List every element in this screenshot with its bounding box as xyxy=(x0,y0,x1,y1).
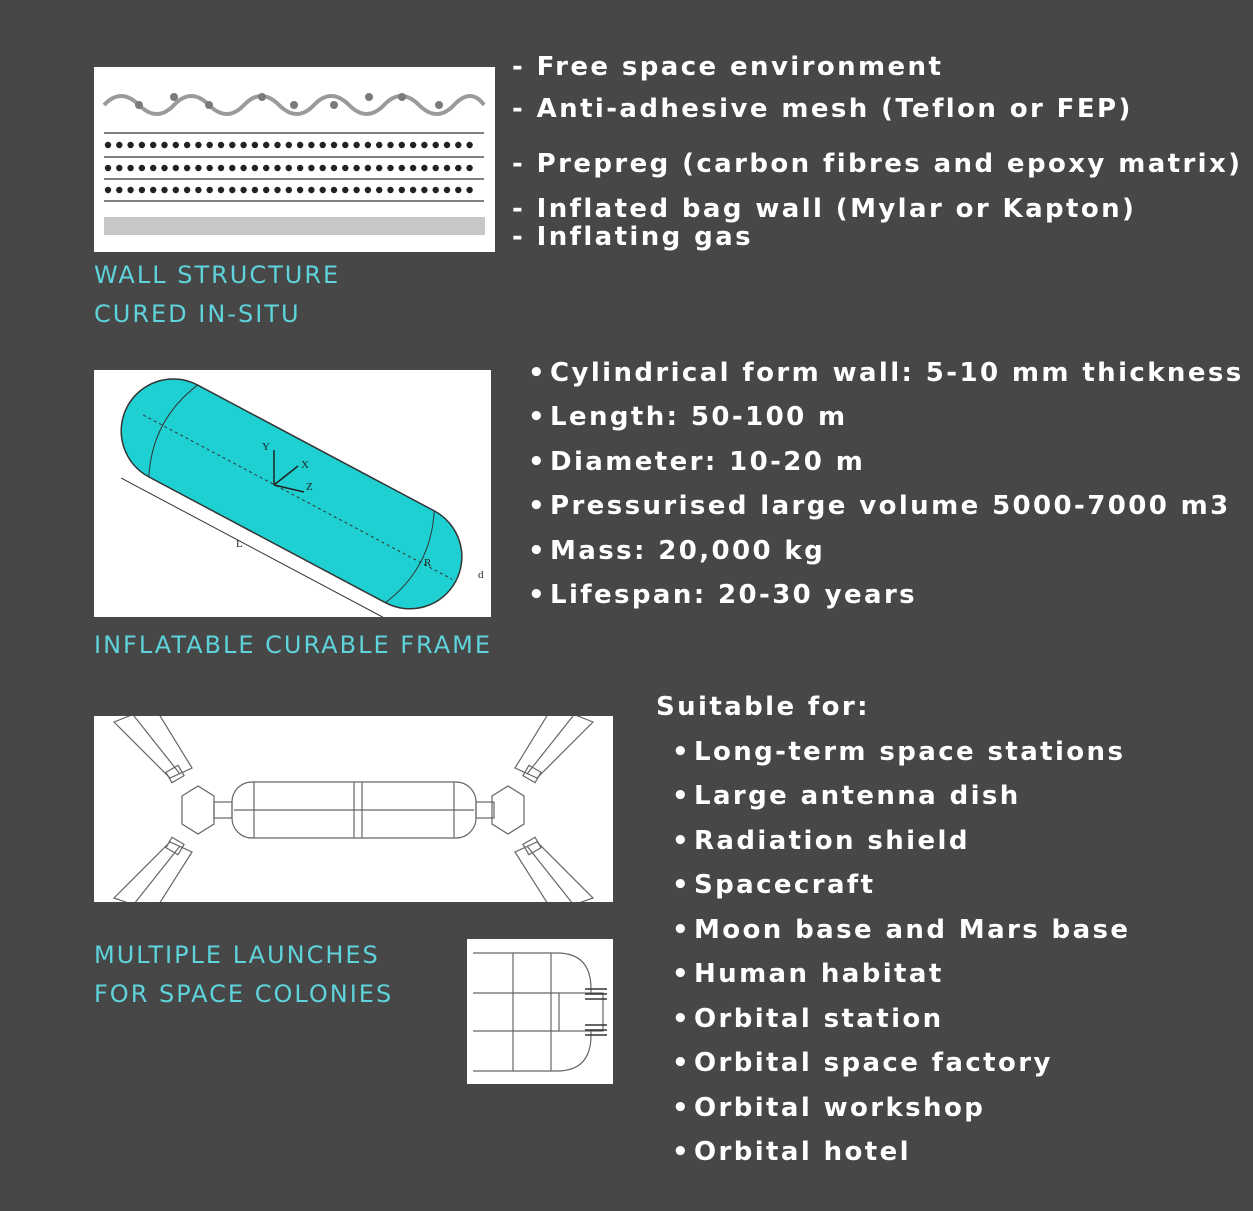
fibre-dot xyxy=(161,165,167,171)
use-item: • Moon base and Mars base xyxy=(672,915,1131,945)
layer-item: - Inflated bag wall (Mylar or Kapton) xyxy=(512,194,1137,224)
spec-item: • Pressurised large volume 5000-7000 m3 xyxy=(528,491,1231,521)
fibre-dot xyxy=(240,142,246,148)
use-item: • Large antenna dish xyxy=(672,781,1021,811)
fibre-dot xyxy=(274,187,280,193)
use-item: • Orbital station xyxy=(672,1004,944,1034)
fibre-dot xyxy=(229,187,235,193)
fibre-dot xyxy=(139,142,145,148)
fibre-dot xyxy=(365,165,371,171)
use-item: • Orbital space factory xyxy=(672,1048,1053,1078)
fibre-dot xyxy=(127,165,133,171)
space-colony-layout-diagram xyxy=(94,716,613,902)
radius-label: R xyxy=(424,557,432,569)
fibre-dot xyxy=(387,142,393,148)
wall-structure-caption: WALL STRUCTURE xyxy=(94,261,341,289)
fibre-dot xyxy=(376,187,382,193)
fibre-dot xyxy=(184,142,190,148)
fibre-dot xyxy=(252,187,258,193)
fibre-dot xyxy=(207,165,213,171)
fibre-dot xyxy=(444,142,450,148)
fibre-dot xyxy=(353,142,359,148)
use-item: • Human habitat xyxy=(672,959,944,989)
fibre-dot xyxy=(444,187,450,193)
fibre-dot xyxy=(195,142,201,148)
fibre-dot xyxy=(195,165,201,171)
use-item: • Radiation shield xyxy=(672,826,970,856)
inflatable-frame-caption: INFLATABLE CURABLE FRAME xyxy=(94,631,493,659)
fibre-dot xyxy=(240,187,246,193)
fibre-dot xyxy=(353,187,359,193)
fibre-dot xyxy=(150,165,156,171)
fibre-dot xyxy=(184,187,190,193)
use-item: • Long-term space stations xyxy=(672,737,1126,767)
fibre-dot xyxy=(399,165,405,171)
spec-item: • Cylindrical form wall: 5-10 mm thickness xyxy=(528,358,1244,388)
fibre-dot xyxy=(320,165,326,171)
fibre-dot xyxy=(286,142,292,148)
thickness-label: d xyxy=(478,569,484,581)
fibre-dot xyxy=(229,165,235,171)
fibre-dot xyxy=(365,187,371,193)
fibre-dot xyxy=(252,165,258,171)
use-item: • Orbital workshop xyxy=(672,1093,986,1123)
fibre-dot xyxy=(365,142,371,148)
fibre-dot xyxy=(161,142,167,148)
fibre-dot xyxy=(127,142,133,148)
fibre-dot xyxy=(161,187,167,193)
fibre-dot xyxy=(421,165,427,171)
fibre-dot xyxy=(274,165,280,171)
fibre-dot xyxy=(376,165,382,171)
fibre-dot xyxy=(308,165,314,171)
fibre-dot xyxy=(173,142,179,148)
fibre-dot xyxy=(387,165,393,171)
fibre-dot xyxy=(433,187,439,193)
fibre-dot xyxy=(376,142,382,148)
fibre-dot xyxy=(342,187,348,193)
fibre-dot xyxy=(410,187,416,193)
spec-item: • Diameter: 10-20 m xyxy=(528,447,866,477)
fibre-dot xyxy=(263,187,269,193)
fibre-dot xyxy=(444,165,450,171)
z-axis-label: Z xyxy=(306,481,313,493)
fibre-dot xyxy=(455,165,461,171)
fibre-dot xyxy=(286,165,292,171)
fibre-dot xyxy=(218,142,224,148)
fibre-dot xyxy=(263,142,269,148)
fibre-dot xyxy=(286,187,292,193)
fibre-dot xyxy=(297,187,303,193)
fibre-dot xyxy=(116,165,122,171)
fibre-dot xyxy=(173,187,179,193)
fibre-dot xyxy=(421,187,427,193)
use-item: • Orbital hotel xyxy=(672,1137,911,1167)
fibre-dot xyxy=(105,165,111,171)
fibre-dot xyxy=(173,165,179,171)
fibre-dot xyxy=(342,142,348,148)
length-label: L xyxy=(236,538,243,550)
fibre-dot xyxy=(218,165,224,171)
fibre-dot xyxy=(240,165,246,171)
fibre-dot xyxy=(207,187,213,193)
fibre-dot xyxy=(207,142,213,148)
fibre-dot xyxy=(195,187,201,193)
fibre-dot xyxy=(184,165,190,171)
fibre-dot xyxy=(331,165,337,171)
fibre-dot xyxy=(139,165,145,171)
fibre-dot xyxy=(297,165,303,171)
fibre-dot xyxy=(399,142,405,148)
suitable-for-title: Suitable for: xyxy=(656,692,870,722)
use-item: • Spacecraft xyxy=(672,870,876,900)
fibre-dot xyxy=(320,187,326,193)
fibre-dot xyxy=(387,187,393,193)
fibre-dot xyxy=(331,142,337,148)
multiple-launches-caption: MULTIPLE LAUNCHES xyxy=(94,941,380,969)
wall-structure-diagram xyxy=(94,67,495,252)
fibre-dot xyxy=(331,187,337,193)
fibre-dot xyxy=(274,142,280,148)
spec-item: • Lifespan: 20-30 years xyxy=(528,580,918,610)
space-colonies-caption: FOR SPACE COLONIES xyxy=(94,980,394,1008)
fibre-dot xyxy=(105,142,111,148)
fibre-dot xyxy=(308,142,314,148)
fibre-dot xyxy=(466,187,472,193)
fibre-dot xyxy=(150,142,156,148)
fibre-dot xyxy=(127,187,133,193)
spec-item: • Mass: 20,000 kg xyxy=(528,536,826,566)
fibre-dot xyxy=(466,142,472,148)
fibre-dot xyxy=(229,142,235,148)
fibre-dot xyxy=(455,187,461,193)
fibre-dot xyxy=(410,142,416,148)
fibre-dot xyxy=(421,142,427,148)
fibre-dot xyxy=(116,187,122,193)
module-end-detail-diagram xyxy=(467,939,613,1084)
fibre-dot xyxy=(252,142,258,148)
cured-in-situ-caption: CURED IN-SITU xyxy=(94,300,301,328)
fibre-dot xyxy=(399,187,405,193)
fibre-dot xyxy=(410,165,416,171)
layer-item: - Anti-adhesive mesh (Teflon or FEP) xyxy=(512,94,1133,124)
fibre-dot xyxy=(455,142,461,148)
fibre-dot xyxy=(116,142,122,148)
fibre-dot xyxy=(297,142,303,148)
fibre-dot xyxy=(150,187,156,193)
fibre-dot xyxy=(433,142,439,148)
spec-item: • Length: 50-100 m xyxy=(528,402,848,432)
fibre-dot xyxy=(320,142,326,148)
fibre-dot xyxy=(466,165,472,171)
fibre-dot xyxy=(308,187,314,193)
fibre-dot xyxy=(263,165,269,171)
fibre-dot xyxy=(353,165,359,171)
y-axis-label: Y xyxy=(262,441,270,453)
layer-item: - Free space environment xyxy=(512,52,944,82)
x-axis-label: X xyxy=(301,459,309,471)
layer-item: - Inflating gas xyxy=(512,222,753,252)
fibre-dot xyxy=(105,187,111,193)
inflatable-cylinder-diagram xyxy=(94,370,491,617)
layer-item: - Prepreg (carbon fibres and epoxy matrix) xyxy=(512,149,1243,179)
fibre-dot xyxy=(139,187,145,193)
fibre-dot xyxy=(433,165,439,171)
fibre-dot xyxy=(218,187,224,193)
fibre-dot xyxy=(342,165,348,171)
